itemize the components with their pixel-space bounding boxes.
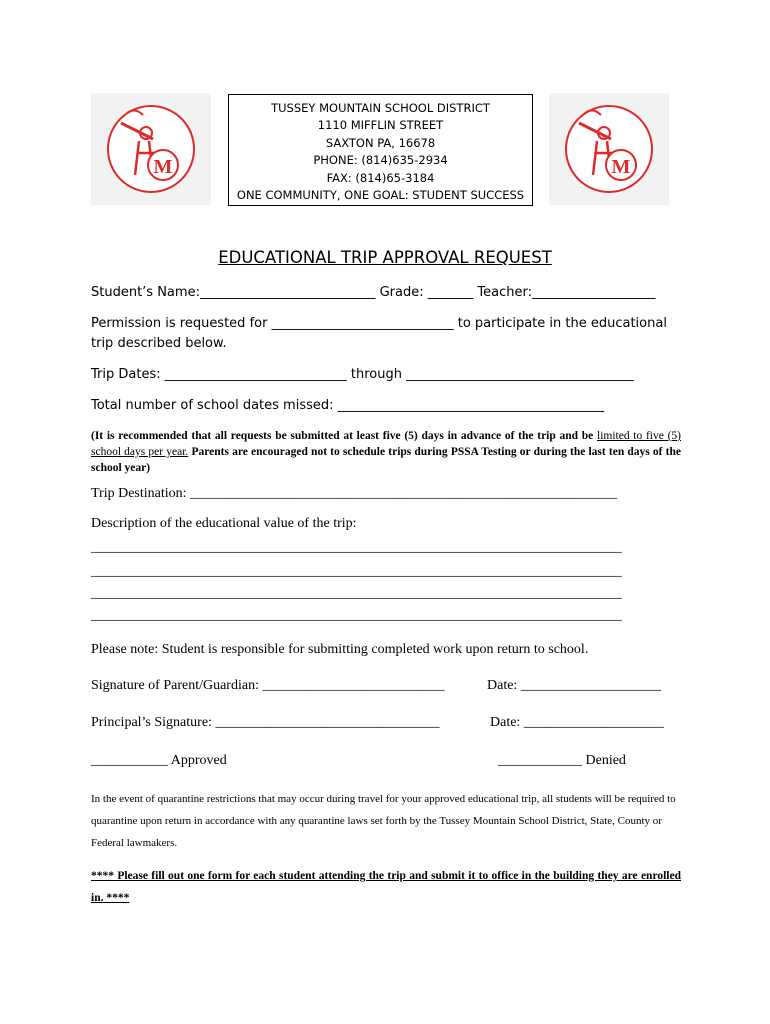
trip-start-field[interactable]: ____________________________ <box>164 367 347 382</box>
grade-label: Grade: <box>379 285 424 300</box>
trip-dates-label: Trip Dates: <box>91 367 161 382</box>
teacher-label: Teacher: <box>477 285 532 300</box>
note-part-1: (It is recommended that all requests be submitted at least five (5) days in advance of the trip and be <box>91 430 597 442</box>
principal-date-row <box>490 715 664 731</box>
approved-field[interactable]: ___________ <box>91 753 168 768</box>
missed-days-row <box>91 398 604 413</box>
note-part-2: limited to five (5) school days per year. <box>91 430 681 458</box>
approved-row <box>91 753 227 769</box>
district-street: 1110 MIFFLIN STREET <box>317 118 444 133</box>
principal-date-label: Date: <box>490 715 521 730</box>
teacher-field[interactable]: ___________________ <box>531 285 656 300</box>
form-title: EDUCATIONAL TRIP APPROVAL REQUEST <box>218 248 552 267</box>
description-line[interactable]: ______________________________________________________________________________ <box>91 608 622 623</box>
description-line[interactable]: ______________________________________________________________________________ <box>91 564 622 579</box>
permission-field[interactable]: ____________________________ <box>271 316 454 331</box>
denied-label: Denied <box>585 753 626 768</box>
district-fax: FAX: (814)65-3184 <box>326 170 435 185</box>
destination-row <box>91 486 617 502</box>
parent-signature-row <box>91 678 444 694</box>
district-phone: PHONE: (814)635-2934 <box>313 153 448 168</box>
grade-field[interactable]: _______ <box>427 285 474 300</box>
district-name: TUSSEY MOUNTAIN SCHOOL DISTRICT <box>271 101 490 115</box>
principal-date-field[interactable]: ____________________ <box>523 715 664 730</box>
parent-date-field[interactable]: ____________________ <box>520 678 661 693</box>
district-logo-right <box>549 93 669 205</box>
quarantine-paragraph: In the event of quarantine restrictions that may occur during travel for your approved educational trip, all students will be required to quarantine upon return in accordance with any quarantine laws set forth by the Tussey Mountain School District, State, County or Federal lawmakers. <box>91 793 676 849</box>
district-city: SAXTON PA, 16678 <box>325 135 436 150</box>
principal-signature-row <box>91 715 439 731</box>
submission-instructions: **** Please fill out one form for each student attending the trip and submit it to office in the building they are enrolled in. **** <box>91 870 681 904</box>
district-motto: ONE COMMUNITY, ONE GOAL: STUDENT SUCCESS <box>236 188 525 203</box>
advance-notice-note <box>91 428 681 476</box>
through-label: through <box>350 367 402 382</box>
permission-row-2: trip described below. <box>91 336 227 351</box>
trip-dates-row <box>91 367 634 382</box>
student-name-field[interactable]: ___________________________ <box>199 285 376 300</box>
trip-end-field[interactable]: ___________________________________ <box>406 367 634 382</box>
student-info-row <box>91 285 655 300</box>
description-line[interactable]: ______________________________________________________________________________ <box>91 586 622 601</box>
description-line[interactable]: ______________________________________________________________________________ <box>91 540 622 555</box>
missed-days-label: Total number of school dates missed: <box>91 398 334 413</box>
student-name-label: Student’s Name: <box>91 285 200 300</box>
destination-label: Trip Destination: <box>91 486 187 501</box>
svg-text:M: M <box>153 156 173 178</box>
district-address-box <box>228 94 533 206</box>
approved-label: Approved <box>170 753 227 768</box>
principal-signature-field[interactable]: ________________________________ <box>215 715 440 730</box>
denied-field[interactable]: ____________ <box>498 753 582 768</box>
district-logo-left <box>91 93 211 205</box>
note-part-3: Parents are encouraged not to schedule trips during PSSA Testing or during the last ten days of the school year) <box>91 446 681 474</box>
warrior-logo-icon <box>91 93 211 205</box>
parent-signature-field[interactable]: __________________________ <box>262 678 445 693</box>
denied-row <box>498 753 626 769</box>
destination-field[interactable]: _____________________________________________________________ <box>190 486 618 501</box>
parent-signature-label: Signature of Parent/Guardian: <box>91 678 259 693</box>
parent-date-label: Date: <box>487 678 518 693</box>
permission-row <box>91 316 667 331</box>
description-label: Description of the educational value of the trip: <box>91 516 357 531</box>
parent-date-row <box>487 678 661 694</box>
svg-text:M: M <box>611 156 631 178</box>
please-note: Please note: Student is responsible for submitting completed work upon return to school. <box>91 642 589 657</box>
missed-days-field[interactable]: _________________________________________ <box>337 398 605 413</box>
permission-label-cont: to participate in the educational <box>457 316 667 331</box>
permission-label: Permission is requested for <box>91 316 268 331</box>
principal-signature-label: Principal’s Signature: <box>91 715 212 730</box>
warrior-logo-icon <box>549 93 669 205</box>
